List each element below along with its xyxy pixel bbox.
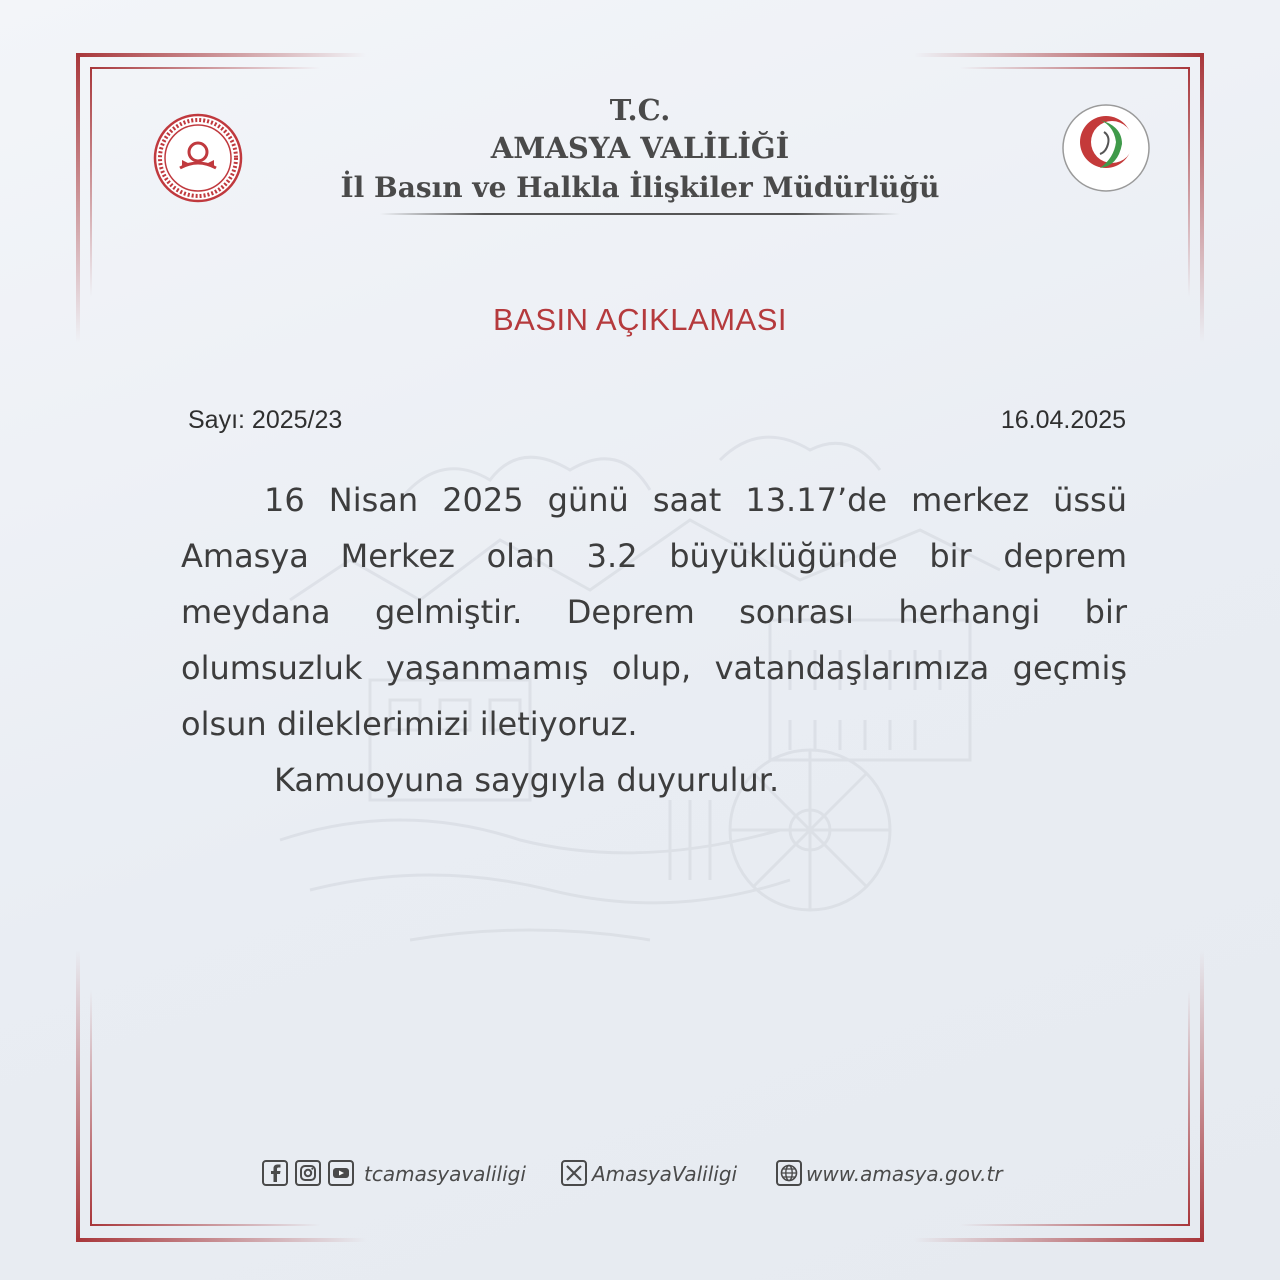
statement-paragraph: 16 Nisan 2025 günü saat 13.17’de merkez üssü Amasya Merkez olan 3.2 büyüklüğünde bir deprem meydana gelmiştir. Deprem sonrası herhangi bir olumsuzluk yaşanmamış olup, vatandaşlarımıza geçmiş olsun dileklerimizi iletiyoruz. [181,481,1127,743]
document-date: 16.04.2025 [1000,406,1126,434]
footer-contacts [0,1158,1280,1190]
header-divider [380,213,900,215]
youtube-icon[interactable] [328,1160,354,1186]
social-handle[interactable]: tcamasyavaliligi [364,1162,526,1186]
x-handle[interactable]: AmasyaValiligi [592,1162,738,1186]
header-line-governorship: AMASYA VALİLİĞİ [490,131,790,165]
x-icon[interactable] [561,1160,587,1186]
institution-header [280,92,1000,208]
facebook-icon[interactable] [262,1160,288,1186]
closing-paragraph: Kamuoyuna saygıyla duyurulur. [274,761,780,799]
ministry-seal-logo [152,112,244,204]
statement-body [181,472,1127,808]
website-link[interactable]: www.amasya.gov.tr [806,1162,1003,1186]
document-number: Sayı: 2025/23 [188,406,343,434]
instagram-icon[interactable] [295,1160,321,1186]
header-line-tc: T.C. [609,93,671,127]
document-title: BASIN AÇIKLAMASI [493,302,787,337]
header-line-directorate: İl Basın ve Halkla İlişkiler Müdürlüğü [340,171,940,204]
governorship-logo [1060,102,1152,194]
globe-icon[interactable] [776,1160,802,1186]
